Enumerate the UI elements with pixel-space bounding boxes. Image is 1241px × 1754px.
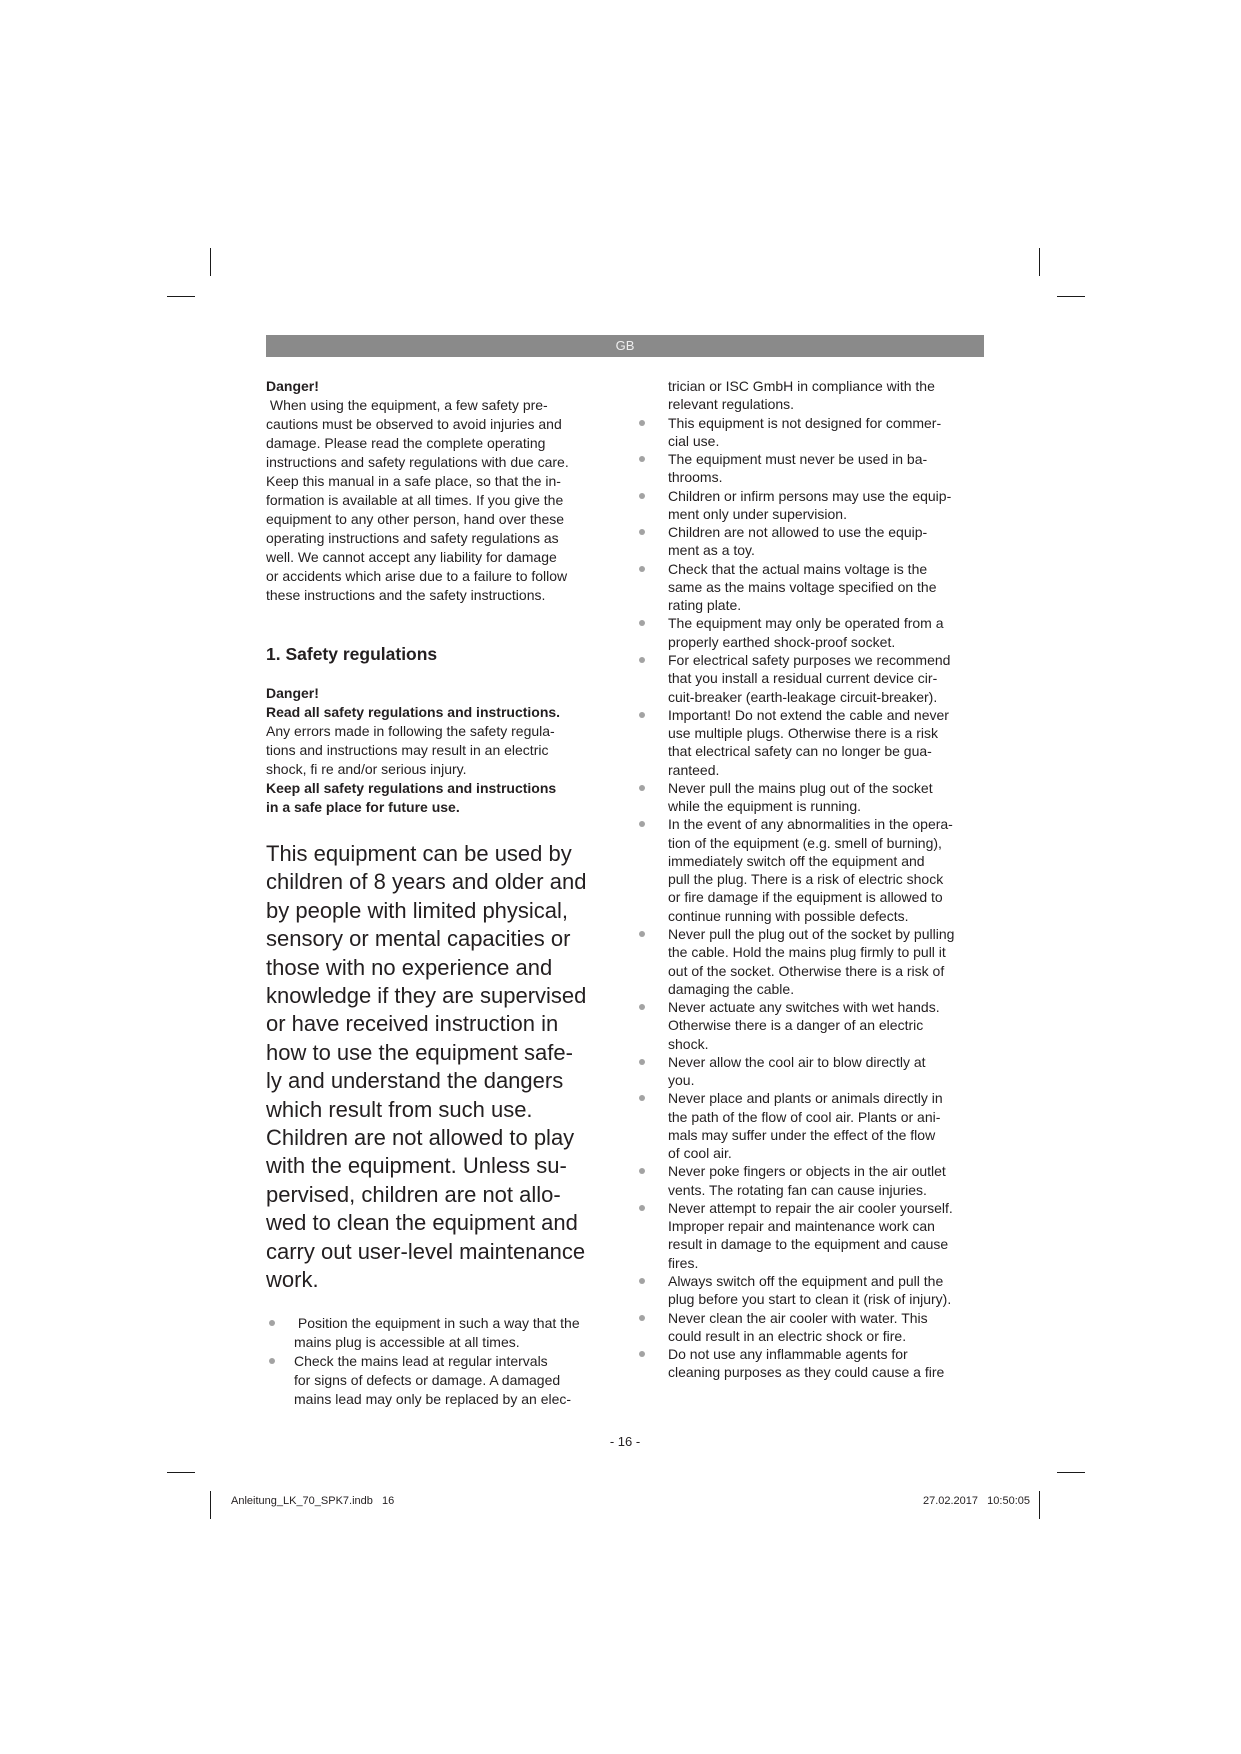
list-item-line: of cool air. — [668, 1145, 732, 1162]
list-item — [668, 998, 998, 1053]
list-item — [668, 779, 998, 816]
text-line: well. We cannot accept any liability for damage — [266, 549, 557, 565]
list-item-line: result in damage to the equipment and cause — [668, 1236, 949, 1253]
list-item-line: continue running with possible defects. — [668, 907, 909, 924]
list-item-line: Children or infirm persons may use the equip- — [668, 487, 952, 504]
list-item-line: Never poke fingers or objects in the air outlet — [668, 1163, 946, 1180]
bullet-icon — [639, 1095, 645, 1101]
list-item-line: ment as a toy. — [668, 542, 755, 559]
bullet-icon — [269, 1358, 275, 1364]
list-item — [668, 487, 998, 524]
list-item-line: Important! Do not extend the cable and never — [668, 706, 949, 723]
text-line: children of 8 years and older and — [266, 869, 587, 895]
list-item — [668, 523, 998, 560]
list-item-line: Never place and plants or animals directly in — [668, 1090, 943, 1107]
list-item-line: mains lead may only be replaced by an elec- — [294, 1391, 572, 1407]
bullet-icon — [639, 529, 645, 535]
text-line: or accidents which arise due to a failure to follow — [266, 568, 568, 584]
text-line: Keep all safety regulations and instructions — [266, 780, 557, 796]
list-item-line: Otherwise there is a danger of an electric — [668, 1017, 924, 1034]
list-item-line: Always switch off the equipment and pull the — [668, 1273, 944, 1290]
text-line: pervised, children are not allo- — [266, 1181, 561, 1207]
text-line: ly and understand the dangers — [266, 1068, 564, 1094]
list-item-line: mains plug is accessible at all times. — [294, 1334, 520, 1350]
crop-mark-top-left-vertical — [210, 248, 211, 276]
danger-block — [266, 684, 626, 817]
list-item-line: Check that the actual mains voltage is the — [668, 560, 928, 577]
text-line: how to use the equipment safe- — [266, 1039, 573, 1065]
continuation-paragraph — [668, 377, 998, 414]
list-item-line: or fire damage if the equipment is allowed to — [668, 889, 943, 906]
list-item-line: for signs of defects or damage. A damaged — [294, 1372, 561, 1388]
text-line: in a safe place for future use. — [266, 799, 460, 815]
list-item-line: The equipment may only be operated from a — [668, 615, 944, 632]
list-item-line: immediately switch off the equipment and — [668, 852, 925, 869]
list-item-line: that you install a residual current device cir- — [668, 670, 938, 687]
list-item-line: use multiple plugs. Otherwise there is a risk — [668, 725, 938, 742]
footer-file-name: Anleitung_LK_70_SPK7.indb 16 — [231, 1495, 395, 1507]
text-line: Any errors made in following the safety regula- — [266, 723, 555, 739]
children-notice — [266, 840, 636, 1295]
bullet-icon — [639, 420, 645, 426]
list-item — [668, 1272, 998, 1309]
list-item-line: you. — [668, 1072, 695, 1089]
language-label: GB — [615, 338, 635, 353]
text-line: operating instructions and safety regulations as — [266, 530, 559, 546]
bullet-icon — [639, 1059, 645, 1065]
page-number: - 16 - — [609, 1434, 641, 1449]
text-line: which result from such use. — [266, 1096, 533, 1122]
list-item-line: cial use. — [668, 432, 720, 449]
bullet-icon — [639, 712, 645, 718]
text-line: tions and instructions may result in an electric — [266, 742, 549, 758]
list-item-line: Never allow the cool air to blow directly at — [668, 1053, 926, 1070]
list-item-line: shock. — [668, 1035, 709, 1052]
text-line: Keep this manual in a safe place, so that the in- — [266, 473, 561, 489]
bullet-icon — [639, 1315, 645, 1321]
list-item-line: cleaning purposes as they could cause a fire — [668, 1364, 945, 1381]
list-item-line: Never actuate any switches with wet hands. — [668, 999, 940, 1016]
list-item — [294, 1314, 634, 1352]
list-item-line: Never attempt to repair the air cooler yourself. — [668, 1199, 953, 1216]
section-heading: 1. Safety regulations — [266, 644, 438, 664]
language-header-bar — [266, 335, 984, 357]
text-line: wed to clean the equipment and — [266, 1210, 578, 1236]
text-line: cautions must be observed to avoid injuries and — [266, 416, 562, 432]
list-item-line: the path of the flow of cool air. Plants or ani- — [668, 1108, 941, 1125]
list-item — [668, 1199, 998, 1272]
list-item — [668, 1309, 998, 1346]
list-item-line: mals may suffer under the effect of the flow — [668, 1126, 936, 1143]
text-line: equipment to any other person, hand over these — [266, 511, 565, 527]
list-item-line: In the event of any abnormalities in the opera- — [668, 816, 953, 833]
list-item-line: Improper repair and maintenance work can — [668, 1218, 935, 1235]
left-bullet-list — [294, 1314, 634, 1409]
bullet-icon — [639, 1278, 645, 1284]
list-item-line: properly earthed shock-proof socket. — [668, 633, 896, 650]
list-item-line: vents. The rotating fan can cause injuries. — [668, 1181, 927, 1198]
danger-title: Danger! — [266, 378, 319, 394]
bullet-icon — [639, 566, 645, 572]
right-bullet-list — [668, 414, 998, 1382]
list-item — [668, 614, 998, 651]
text-line: trician or ISC GmbH in compliance with the — [668, 378, 935, 394]
crop-mark-bottom-left-vertical — [210, 1491, 211, 1519]
text-line: Children are not allowed to play — [266, 1125, 575, 1151]
list-item-line: Never pull the mains plug out of the socket — [668, 779, 933, 796]
list-item-line: fires. — [668, 1254, 699, 1271]
list-item-line: that electrical safety can no longer be gua- — [668, 743, 932, 760]
bullet-icon — [639, 493, 645, 499]
text-line: knowledge if they are supervised — [266, 983, 587, 1009]
list-item-line: rating plate. — [668, 597, 742, 614]
list-item — [668, 1345, 998, 1382]
list-item-line: same as the mains voltage specified on the — [668, 578, 937, 595]
text-line: work. — [266, 1267, 319, 1293]
text-line: formation is available at all times. If you give the — [266, 492, 564, 508]
bullet-icon — [639, 1168, 645, 1174]
text-line: by people with limited physical, — [266, 897, 569, 923]
list-item-line: Children are not allowed to use the equip- — [668, 524, 928, 541]
list-item-line: plug before you start to clean it (risk of injury). — [668, 1291, 952, 1308]
bullet-icon — [269, 1320, 275, 1326]
crop-mark-top-right-horizontal — [1057, 296, 1085, 297]
danger-title: Danger! — [266, 685, 319, 701]
footer-timestamp: 27.02.2017 10:50:05 — [922, 1495, 1030, 1507]
crop-mark-bottom-right-horizontal — [1057, 1472, 1085, 1473]
list-item-line: ranteed. — [668, 761, 720, 778]
list-item-line: Check the mains lead at regular intervals — [294, 1353, 548, 1369]
list-item-line: could result in an electric shock or fire. — [668, 1327, 907, 1344]
list-item-line: damaging the cable. — [668, 980, 795, 997]
list-item-line: throoms. — [668, 469, 723, 486]
list-item — [668, 1162, 998, 1199]
crop-mark-bottom-left-horizontal — [167, 1472, 195, 1473]
list-item — [668, 560, 998, 615]
right-column — [668, 377, 998, 1382]
text-line: relevant regulations. — [668, 396, 795, 413]
list-item — [294, 1352, 634, 1409]
crop-mark-top-left-horizontal — [167, 296, 195, 297]
list-item — [668, 1053, 998, 1090]
list-item-line: the cable. Hold the mains plug firmly to pull it — [668, 944, 946, 961]
danger-bold-tail — [266, 779, 626, 817]
bullet-icon — [639, 657, 645, 663]
list-item — [668, 925, 998, 998]
text-line: damage. Please read the complete operating — [266, 435, 546, 451]
list-item-line: Do not use any inflammable agents for — [668, 1346, 908, 1363]
list-item-line: The equipment must never be used in ba- — [668, 451, 928, 468]
list-item-line: Never pull the plug out of the socket by pulling — [668, 925, 955, 942]
bullet-icon — [639, 1205, 645, 1211]
bullet-icon — [639, 785, 645, 791]
text-line: This equipment can be used by — [266, 841, 572, 866]
list-item — [668, 706, 998, 779]
list-item-line: while the equipment is running. — [668, 798, 862, 815]
list-item — [668, 815, 998, 925]
bullet-icon — [639, 1004, 645, 1010]
text-line: those with no experience and — [266, 954, 553, 980]
text-line: or have received instruction in — [266, 1011, 559, 1037]
list-item-line: For electrical safety purposes we recommend — [668, 651, 951, 668]
crop-mark-top-right-vertical — [1039, 248, 1040, 276]
text-line: with the equipment. Unless su- — [266, 1153, 567, 1179]
list-item-line: tion of the equipment (e.g. smell of burning), — [668, 834, 942, 851]
list-item-line: Position the equipment in such a way that the — [294, 1315, 580, 1331]
bullet-icon — [639, 821, 645, 827]
text-line: carry out user-level maintenance — [266, 1238, 586, 1264]
bullet-icon — [639, 456, 645, 462]
bullet-icon — [639, 620, 645, 626]
list-item-line: cuit-breaker (earth-leakage circuit-breaker). — [668, 688, 938, 705]
bullet-icon — [639, 1351, 645, 1357]
list-item — [668, 450, 998, 487]
text-line: sensory or mental capacities or — [266, 926, 571, 952]
bullet-icon — [639, 931, 645, 937]
list-item-line: out of the socket. Otherwise there is a risk of — [668, 962, 945, 979]
list-item-line: This equipment is not designed for commer- — [668, 414, 942, 431]
text-line: these instructions and the safety instructions. — [266, 587, 546, 603]
list-item-line: ment only under supervision. — [668, 505, 847, 522]
list-item-line: Never clean the air cooler with water. This — [668, 1309, 928, 1326]
text-line: When using the equipment, a few safety pre- — [266, 397, 548, 413]
intro-paragraph — [266, 396, 626, 605]
text-line: instructions and safety regulations with due care. — [266, 454, 569, 470]
crop-mark-bottom-right-vertical — [1039, 1491, 1040, 1519]
list-item — [668, 651, 998, 706]
text-line: shock, fi re and/or serious injury. — [266, 761, 467, 777]
list-item — [668, 1089, 998, 1162]
danger-bold-lead: Read all safety regulations and instructions. — [266, 704, 561, 720]
list-item-line: pull the plug. There is a risk of electric shock — [668, 871, 944, 888]
danger-paragraph — [266, 722, 626, 779]
intro-section — [266, 377, 626, 605]
list-item — [668, 414, 998, 451]
